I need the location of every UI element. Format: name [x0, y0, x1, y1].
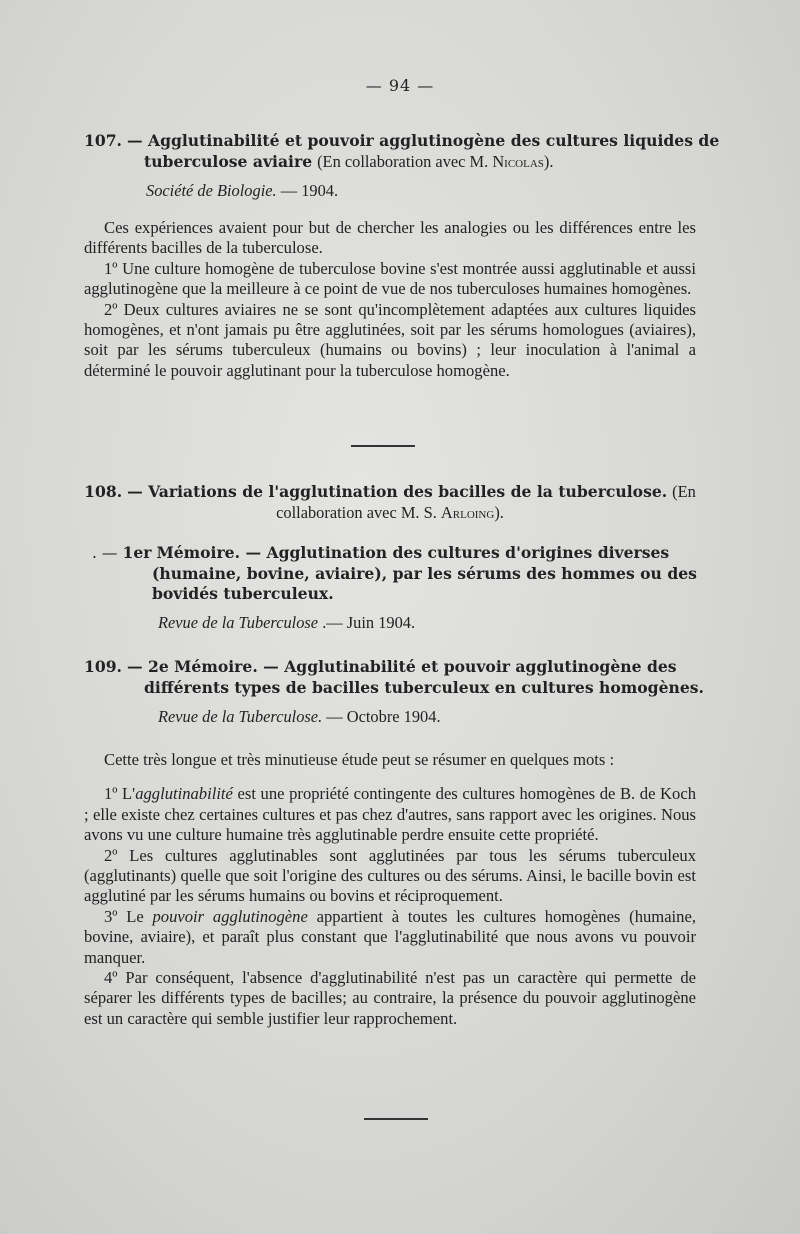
source-journal: Revue de la Tuberculose. — [158, 707, 323, 726]
entry-107-body — [84, 218, 696, 381]
entry-title: — Agglutinabilité et pouvoir agglutinogène des cultures liquides de tuberculose aviaire — [126, 131, 720, 171]
source-date: — 1904. — [280, 181, 339, 200]
entry-109-body — [84, 750, 696, 1029]
source-journal: Revue de la Tuberculose — [158, 613, 319, 632]
section-divider — [364, 1118, 428, 1120]
entry-107-heading — [84, 131, 756, 172]
entry-109-heading — [84, 657, 756, 698]
source-date: — Octobre 1904. — [326, 707, 441, 726]
page-number: — 94 — — [365, 76, 435, 95]
entry-title: — Variations de l'agglutination des bacilles de la tuberculose. — [127, 482, 668, 501]
paragraph: 1º L'agglutinabilité est une propriété contingente des cultures homogènes de B. de Koch ; elle existe chez certaines cultures et pas chez d'autres, sans rapport avec les origines. Nous avons vu une culture humaine très agglutinable perdre ensuite cette propriété. — [84, 784, 696, 845]
paragraph: 2º Les cultures agglutinables sont agglutinées par tous les sérums tuberculeux (agglutinants) quelle que soit l'origine des cultures ou des sérums. Ainsi, le bacille bovin est agglutiné par les sérums humains ou bovins et réciproquement. — [84, 845, 696, 906]
paragraph: 2º Deux cultures aviaires ne se sont qu'incomplètement adaptées aux cultures liquides homogènes, et n'ont jamais pu être agglutinées, soit par les sérums homologues (aviaires), soit par les sérums tuberculeux (humains ou bovins) ; leur inoculation à l'animal a déterminé le pouvoir agglutinant pour la tuberculose homogène. — [84, 299, 696, 380]
entry-108-memoir: . — 1er Mémoire. — Agglutination des cultures d'origines diverses (humaine, bovine, aviaire), par les sérums des hommes ou des bovidés tuberculeux. — [92, 543, 697, 603]
source-journal: Société de Biologie. — [146, 181, 277, 200]
collaboration-note: (En collaboration avec M. Nicolas). — [317, 151, 554, 171]
memoir-title: Mémoire. — Agglutination des cultures d'origines diverses (humaine, bovine, aviaire), par les sérums des hommes ou des bovidés tuberculeux. — [152, 543, 697, 603]
entry-108-heading — [84, 482, 696, 523]
paragraph: 1º Une culture homogène de tuberculose bovine s'est montrée aussi agglutinable et aussi agglutinogène que la meilleure à ce point de vue de nos tuberculoses humaines homogènes. — [84, 258, 696, 299]
entry-109-source — [158, 707, 688, 727]
entry-108-source — [158, 613, 688, 633]
memoir-ordinal: 1er — [122, 543, 152, 562]
entry-number: 109. — [84, 657, 122, 676]
paragraph: 3º Le pouvoir agglutinogène appartient à toutes les cultures homogènes (humaine, bovine, aviaire), et paraît plus constant que l'agglutinabilité que nous avons vu pouvoir manquer. — [84, 906, 696, 967]
collaboration-note: (En collaboration avec M. S. Arloing). — [276, 482, 696, 522]
paragraph: Ces expériences avaient pour but de chercher les analogies ou les différences entre les différents bacilles de la tuberculose. — [84, 218, 696, 258]
section-divider — [351, 445, 415, 447]
entry-107-source — [146, 181, 686, 201]
paragraph: Cette très longue et très minutieuse étude peut se résumer en quelques mots : — [104, 750, 615, 769]
entry-number: 108. — [84, 482, 123, 501]
source-date: .— Juin 1904. — [322, 613, 416, 632]
paragraph: 4º Par conséquent, l'absence d'agglutinabilité n'est pas un caractère qui permette de séparer les différents types de bacilles; au contraire, la présence du pouvoir agglutinogène est un caractère qui semble justifier leur rapprochement. — [84, 968, 696, 1028]
entry-title: — 2e Mémoire. — Agglutinabilité et pouvoir agglutinogène des différents types de bacilles tuberculeux en cultures homogènes. — [126, 657, 704, 697]
entry-number: 107. — [84, 131, 122, 150]
